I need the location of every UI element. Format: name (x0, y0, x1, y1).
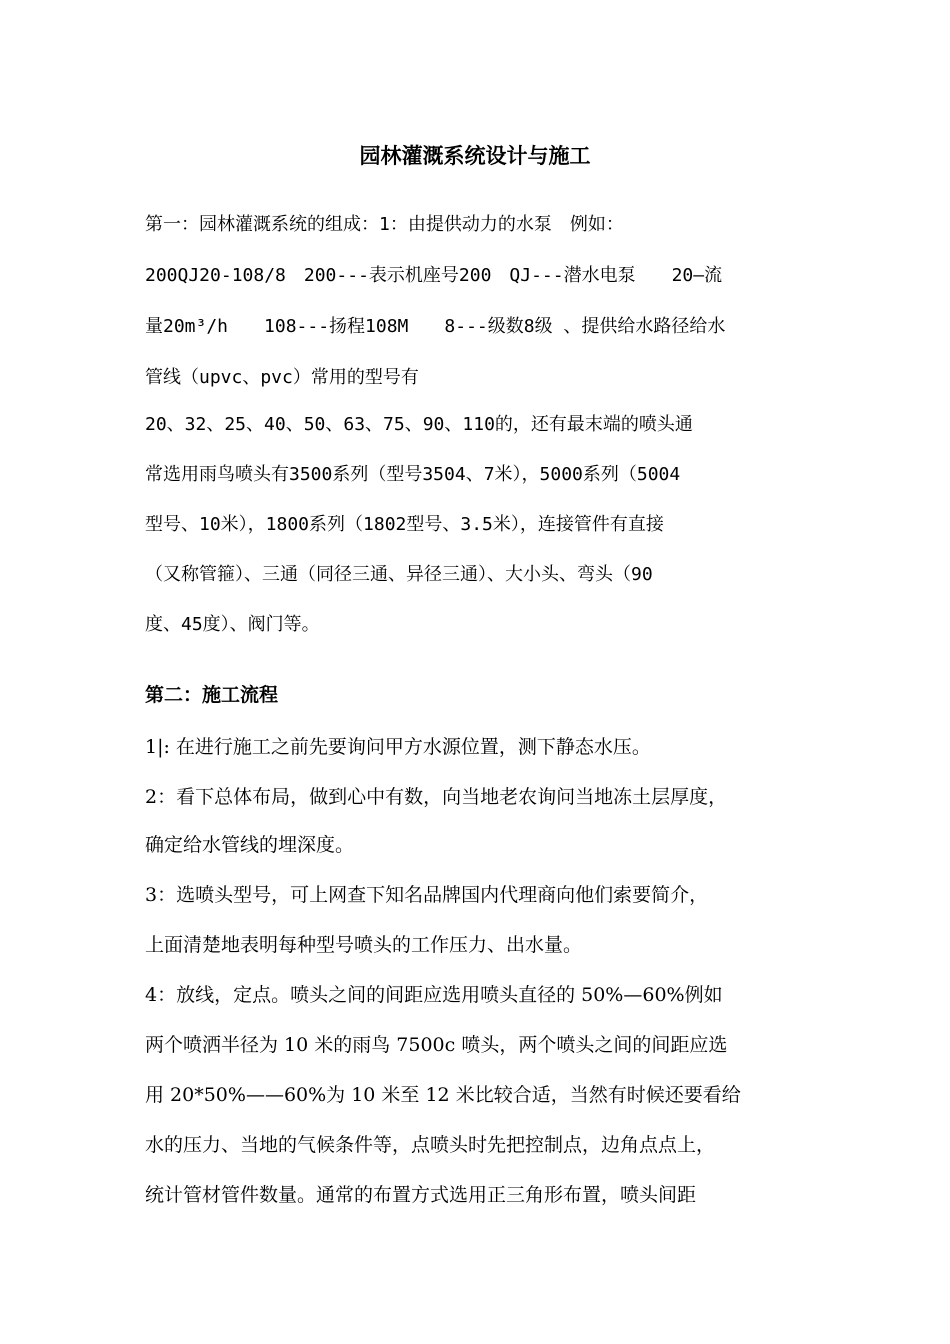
section1-line-3: 量20m³/h 108---扬程108M 8---级数8级 、提供给水路径给水 (145, 316, 726, 337)
section2-line-3: 确定给水管线的埋深度。 (145, 834, 355, 856)
document-title: 园林灌溉系统设计与施工 (359, 143, 591, 168)
section1-line-6: 常选用雨鸟喷头有3500系列（型号3504、7米），5000系列（5004 (145, 464, 681, 485)
section2-line-10: 统计管材管件数量。通常的布置方式选用正三角形布置，喷头间距 (145, 1184, 697, 1206)
section1-line-7: 型号、10米），1800系列（1802型号、3.5米），连接管件有直接 (145, 514, 664, 535)
section2-line-5: 上面清楚地表明每种型号喷头的工作压力、出水量。 (145, 934, 583, 956)
section1-line-2: 200QJ20-108/8 200---表示机座号200 QJ---潜水电泵 20—流 (145, 265, 723, 286)
section2-line-9: 水的压力、当地的气候条件等，点喷头时先把控制点，边角点点上， (145, 1134, 716, 1156)
section2-line-4: 3：选喷头型号，可上网查下知名品牌国内代理商向他们索要简介， (145, 884, 709, 906)
section1-line-5: 20、32、25、40、50、63、75、90、110的，还有最末端的喷头通 (145, 414, 693, 435)
section1-line-4: 管线（upvc、pvc）常用的型号有 (145, 367, 419, 388)
section1-line-8: （又称管箍）、三通（同径三通、异径三通）、大小头、弯头（90 (145, 564, 653, 585)
section2-line-6: 4：放线，定点。喷头之间的间距应选用喷头直径的 50%—60%例如 (145, 984, 723, 1006)
section2-line-7: 两个喷洒半径为 10 米的雨鸟 7500c 喷头，两个喷头之间的间距应选 (145, 1034, 728, 1056)
section2-heading: 第二：施工流程 (145, 684, 279, 706)
section2-line-1: 1|: 在进行施工之前先要询问甲方水源位置，测下静态水压。 (145, 736, 651, 758)
section2-line-2: 2：看下总体布局，做到心中有数，向当地老农询问当地冻土层厚度， (145, 786, 728, 808)
section1-line-1: 第一：园林灌溉系统的组成：1：由提供动力的水泵 例如： (145, 214, 624, 235)
section2-line-8: 用 20*50%——60%为 10 米至 12 米比较合适，当然有时候还要看给 (145, 1084, 741, 1106)
section1-line-9: 度、45度）、阀门等。 (145, 614, 320, 635)
